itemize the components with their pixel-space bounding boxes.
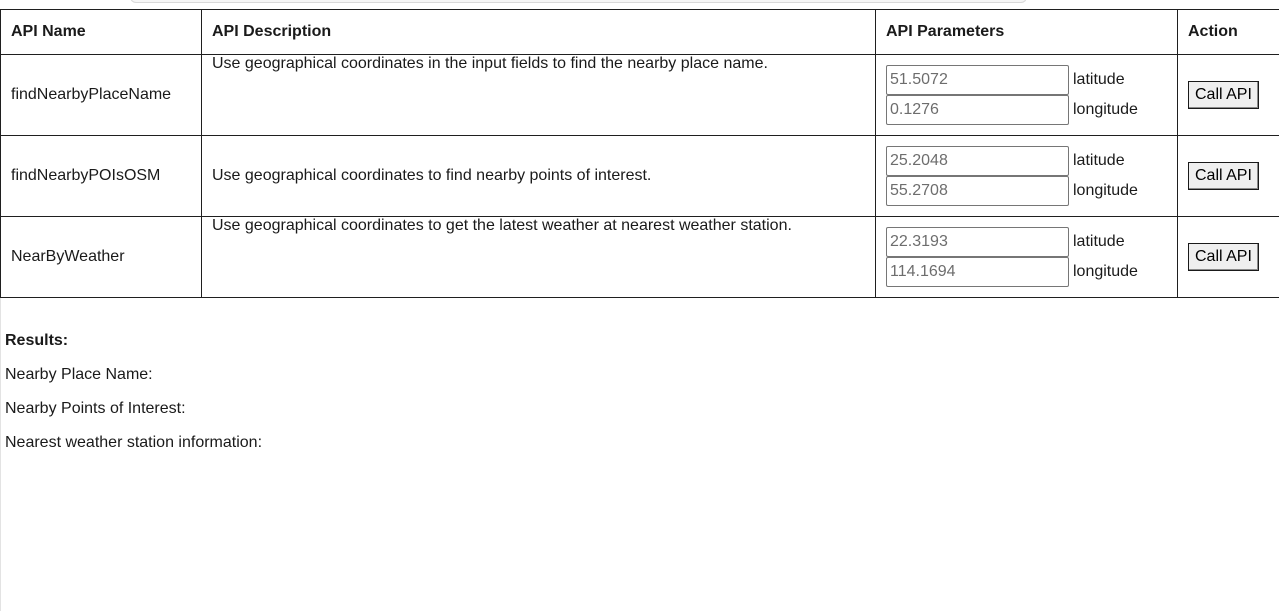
api-parameters-cell: [876, 217, 1178, 298]
weather-station-result: Nearest weather station information:: [5, 434, 263, 451]
call-api-button[interactable]: Call API: [1188, 162, 1259, 190]
latitude-label: latitude: [1073, 233, 1125, 250]
call-api-button[interactable]: Call API: [1188, 81, 1259, 109]
longitude-label: longitude: [1073, 182, 1138, 199]
api-parameters-cell: [876, 55, 1178, 136]
longitude-label: longitude: [1073, 101, 1138, 118]
action-cell: [1178, 55, 1279, 136]
api-table: [0, 9, 1279, 298]
latitude-label: latitude: [1073, 152, 1125, 169]
api-name-cell: findNearbyPlaceName: [1, 55, 202, 136]
longitude-input[interactable]: [886, 257, 1069, 287]
api-parameters-cell: [876, 136, 1178, 217]
header-api-name: API Name: [1, 10, 202, 55]
latitude-input[interactable]: [886, 146, 1069, 176]
longitude-label: longitude: [1073, 263, 1138, 280]
latitude-label: latitude: [1073, 71, 1125, 88]
results-title: Results:: [5, 332, 69, 349]
header-api-description: API Description: [202, 10, 876, 55]
table-row: [1, 55, 1279, 136]
api-description-cell: Use geographical coordinates in the input fields to find the nearby place name.: [202, 55, 876, 136]
table-header-row: [1, 10, 1279, 55]
action-cell: [1178, 217, 1279, 298]
longitude-input[interactable]: [886, 176, 1069, 206]
header-api-parameters: API Parameters: [876, 10, 1178, 55]
api-name-cell: findNearbyPOIsOSM: [1, 136, 202, 217]
longitude-input[interactable]: [886, 95, 1069, 125]
page-edge: [0, 298, 1, 611]
header-action: Action: [1178, 10, 1279, 55]
action-cell: [1178, 136, 1279, 217]
latitude-input[interactable]: [886, 65, 1069, 95]
horizontal-scrollbar[interactable]: [130, 0, 1027, 3]
results-section: [5, 332, 262, 452]
table-row: [1, 217, 1279, 298]
api-name-cell: NearByWeather: [1, 217, 202, 298]
call-api-button[interactable]: Call API: [1188, 243, 1259, 271]
table-row: [1, 136, 1279, 217]
api-description-cell: Use geographical coordinates to get the latest weather at nearest weather station.: [202, 217, 876, 298]
nearby-place-name-result: Nearby Place Name:: [5, 366, 153, 383]
latitude-input[interactable]: [886, 227, 1069, 257]
nearby-pois-result: Nearby Points of Interest:: [5, 400, 186, 417]
api-description-cell: Use geographical coordinates to find nearby points of interest.: [202, 136, 876, 217]
